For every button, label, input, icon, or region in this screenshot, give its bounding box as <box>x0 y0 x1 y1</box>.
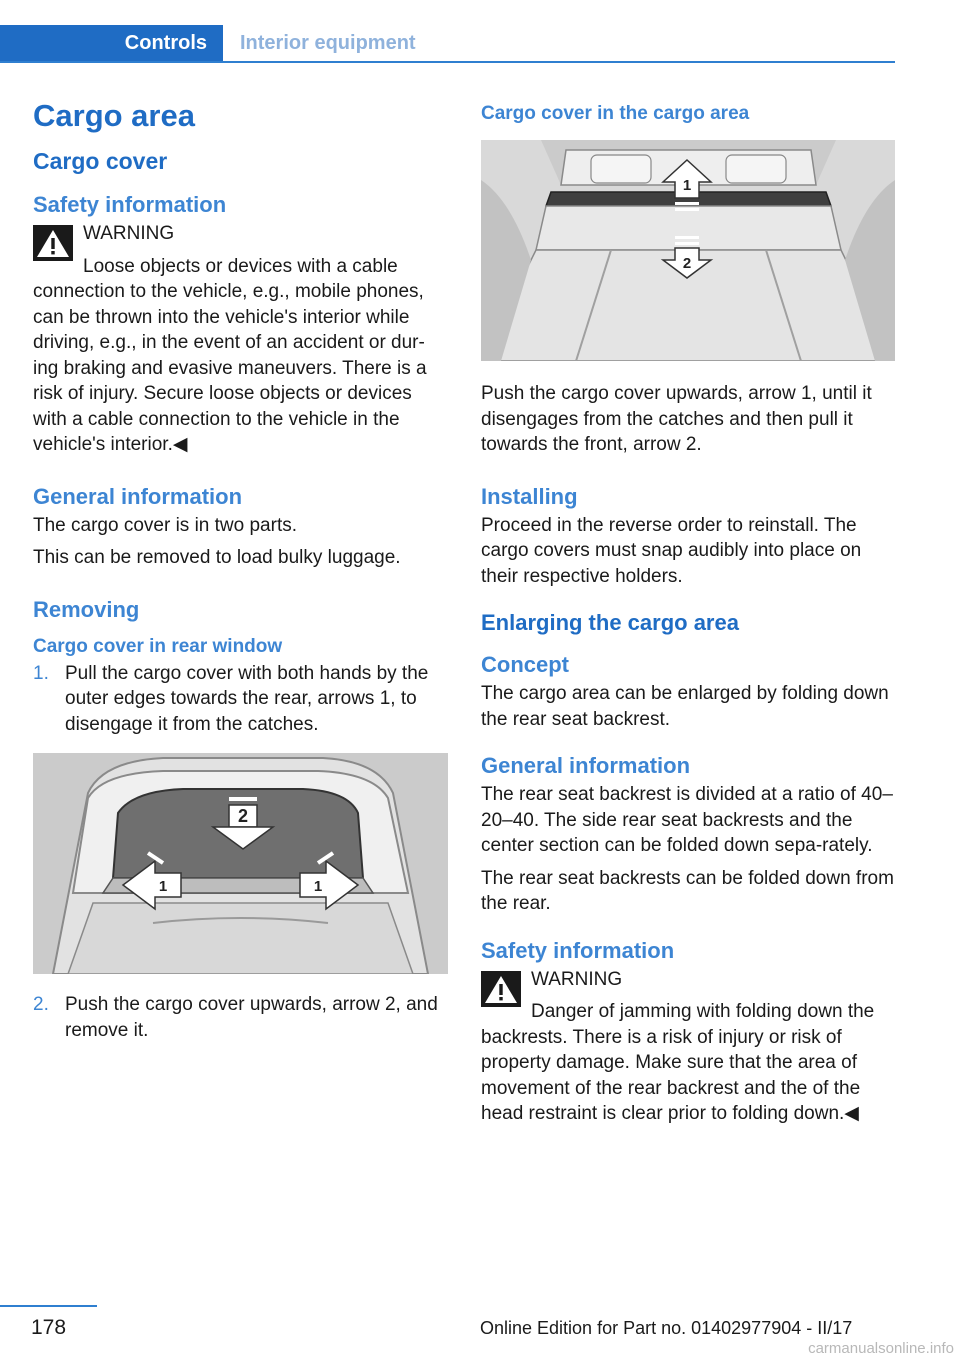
figure-cargo-area-cover <box>481 140 895 361</box>
heading-cargo-cover-cargo-area: Cargo cover in the cargo area <box>481 103 750 124</box>
warning-text: Danger of jamming with folding down the backrests. There is a risk of injury or risk of property damage. Make sure that the area of movement of the rear backrest and the of the head restraint is clear prior to folding down.◀ <box>481 1001 875 1124</box>
left-column <box>33 96 448 1050</box>
warning-title: WARNING <box>83 223 175 244</box>
heading-safety-information: Safety information <box>33 192 227 217</box>
warning-title: WARNING <box>531 968 623 990</box>
section-enlarging-cargo-area: Enlarging the cargo area <box>481 610 739 635</box>
paragraph: Proceed in the reverse order to reinstall. The cargo covers must snap audibly into place on their respective holders. <box>481 514 862 587</box>
warning-triangle-icon <box>33 225 73 261</box>
figure-rear-window-cover <box>33 753 448 974</box>
header-tabs <box>0 25 895 63</box>
step-number: 2. <box>33 994 49 1015</box>
paragraph: The rear seat backrests can be folded down from the rear. <box>481 867 894 914</box>
warning-box <box>481 967 895 1127</box>
illustration-trunk-open <box>33 753 448 974</box>
paragraph: The cargo area can be enlarged by folding down the rear seat backrest. <box>481 683 889 730</box>
right-column <box>481 96 895 1134</box>
figure-label-1: 1 <box>682 177 692 194</box>
step-text: Push the cargo cover upwards, arrow 2, and remove it. <box>65 994 438 1041</box>
heading-cargo-cover-rear-window: Cargo cover in rear window <box>33 635 283 657</box>
heading-safety-information: Safety information <box>481 937 675 963</box>
warning-text: Loose objects or devices with a cable connection to the vehicle, e.g., mobile phones, can be thrown into the vehicle's interior while driving, e.g., in the event of an accident or dur‐ing braking and evasive maneuvers. There is a risk of injury. Secure loose objects or devices with a cable connection to the vehicle in the vehicle's interior.◀ <box>33 255 427 455</box>
page-title: Cargo area <box>33 98 195 133</box>
illustration-cargo-area <box>481 140 895 361</box>
paragraph: This can be removed to load bulky luggage. <box>33 547 401 568</box>
page-number-rule <box>0 1305 97 1307</box>
paragraph: Push the cargo cover upwards, arrow 1, until it disengages from the catches and then pull it towards the front, arrow 2. <box>481 383 872 455</box>
watermark: carmanualsonline.info <box>808 1340 954 1357</box>
figure-label-1-left: 1 <box>158 878 168 895</box>
warning-box <box>33 221 448 458</box>
paragraph: The cargo cover is in two parts. <box>33 514 297 536</box>
step-number: 1. <box>33 662 49 684</box>
figure-label-1-right: 1 <box>313 878 323 895</box>
heading-general-information: General information <box>481 753 691 778</box>
section-cargo-cover: Cargo cover <box>33 148 168 174</box>
list-item <box>33 661 448 738</box>
step-text: Pull the cargo cover with both hands by the outer edges towards the rear, arrows 1, to disengage it from the catches. <box>65 662 429 735</box>
tab-interior-equipment[interactable]: Interior equipment <box>240 32 416 54</box>
figure-label-2: 2 <box>237 806 249 826</box>
heading-removing: Removing <box>33 596 140 622</box>
heading-general-information: General information <box>33 483 243 509</box>
figure-label-2: 2 <box>682 255 692 272</box>
paragraph: The rear seat backrest is divided at a ratio of 40–20–40. The side rear seat backrests and the center section can be folded down sepa‐rately. <box>481 784 893 856</box>
page-number: 178 <box>30 1316 67 1339</box>
list-item <box>33 992 448 1043</box>
heading-installing: Installing <box>481 483 578 509</box>
footer-edition: Online Edition for Part no. 01402977904 - II/17 <box>480 1318 853 1338</box>
tab-controls[interactable]: Controls <box>0 25 223 61</box>
heading-concept: Concept <box>481 652 569 677</box>
warning-triangle-icon <box>481 971 521 1007</box>
